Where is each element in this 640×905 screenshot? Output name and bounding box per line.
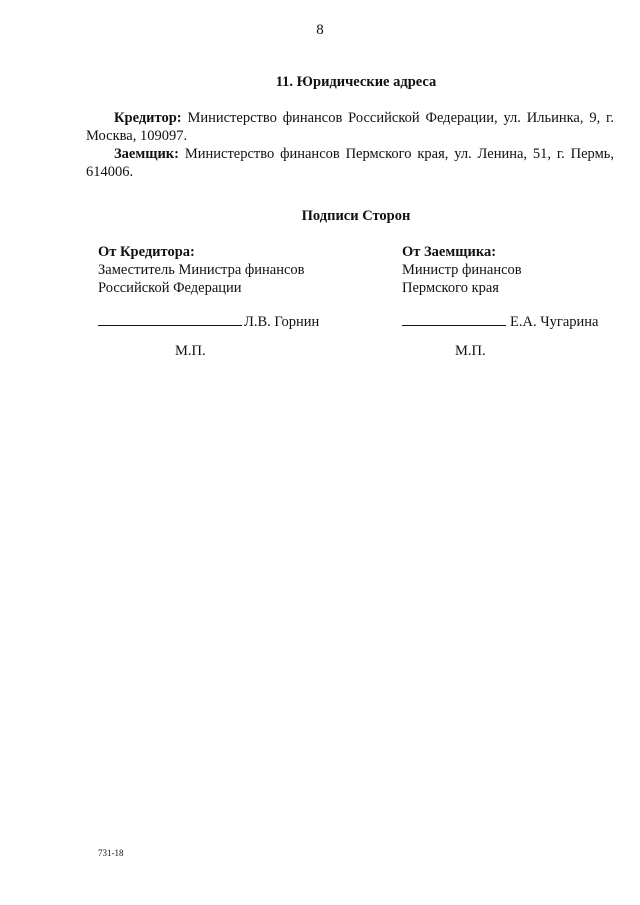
creditor-signature-blank: [98, 312, 242, 326]
borrower-address: [86, 145, 614, 181]
section-heading: 11. Юридические адреса: [275, 74, 437, 90]
borrower-title-line1: Министр финансов: [402, 262, 522, 278]
creditor-title-line2: Российской Федерации: [98, 280, 242, 296]
creditor-title-line1: Заместитель Министра финансов: [98, 262, 305, 278]
signatures-heading: Подписи Сторон: [301, 208, 411, 224]
borrower-address-text: Министерство финансов Пермского края, ул. Ленина, 51, г. Пермь, 614006.: [86, 146, 614, 180]
borrower-party: [402, 243, 522, 297]
creditor-address-text: Министерство финансов Российской Федерации, ул. Ильинка, 9, г. Москва, 109097.: [86, 110, 614, 144]
borrower-stamp-place: М.П.: [455, 343, 486, 359]
borrower-signature-line: [402, 312, 598, 331]
borrower-title-line2: Пермского края: [402, 280, 499, 296]
creditor-label: Кредитор:: [114, 110, 182, 126]
document-code: 731-18: [98, 848, 124, 858]
borrower-signer-name: Е.А. Чугарина: [510, 314, 599, 330]
borrower-signature-blank: [402, 312, 506, 326]
page-number: 8: [316, 22, 324, 38]
borrower-label: Заемщик:: [114, 146, 179, 162]
creditor-party-heading: От Кредитора:: [98, 244, 195, 260]
creditor-address: [86, 109, 614, 145]
borrower-party-heading: От Заемщика:: [402, 244, 497, 260]
creditor-signature-line: [98, 312, 319, 331]
creditor-party: [98, 243, 305, 297]
legal-addresses: [86, 109, 614, 181]
creditor-signer-name: Л.В. Горнин: [244, 314, 320, 330]
creditor-stamp-place: М.П.: [175, 343, 206, 359]
